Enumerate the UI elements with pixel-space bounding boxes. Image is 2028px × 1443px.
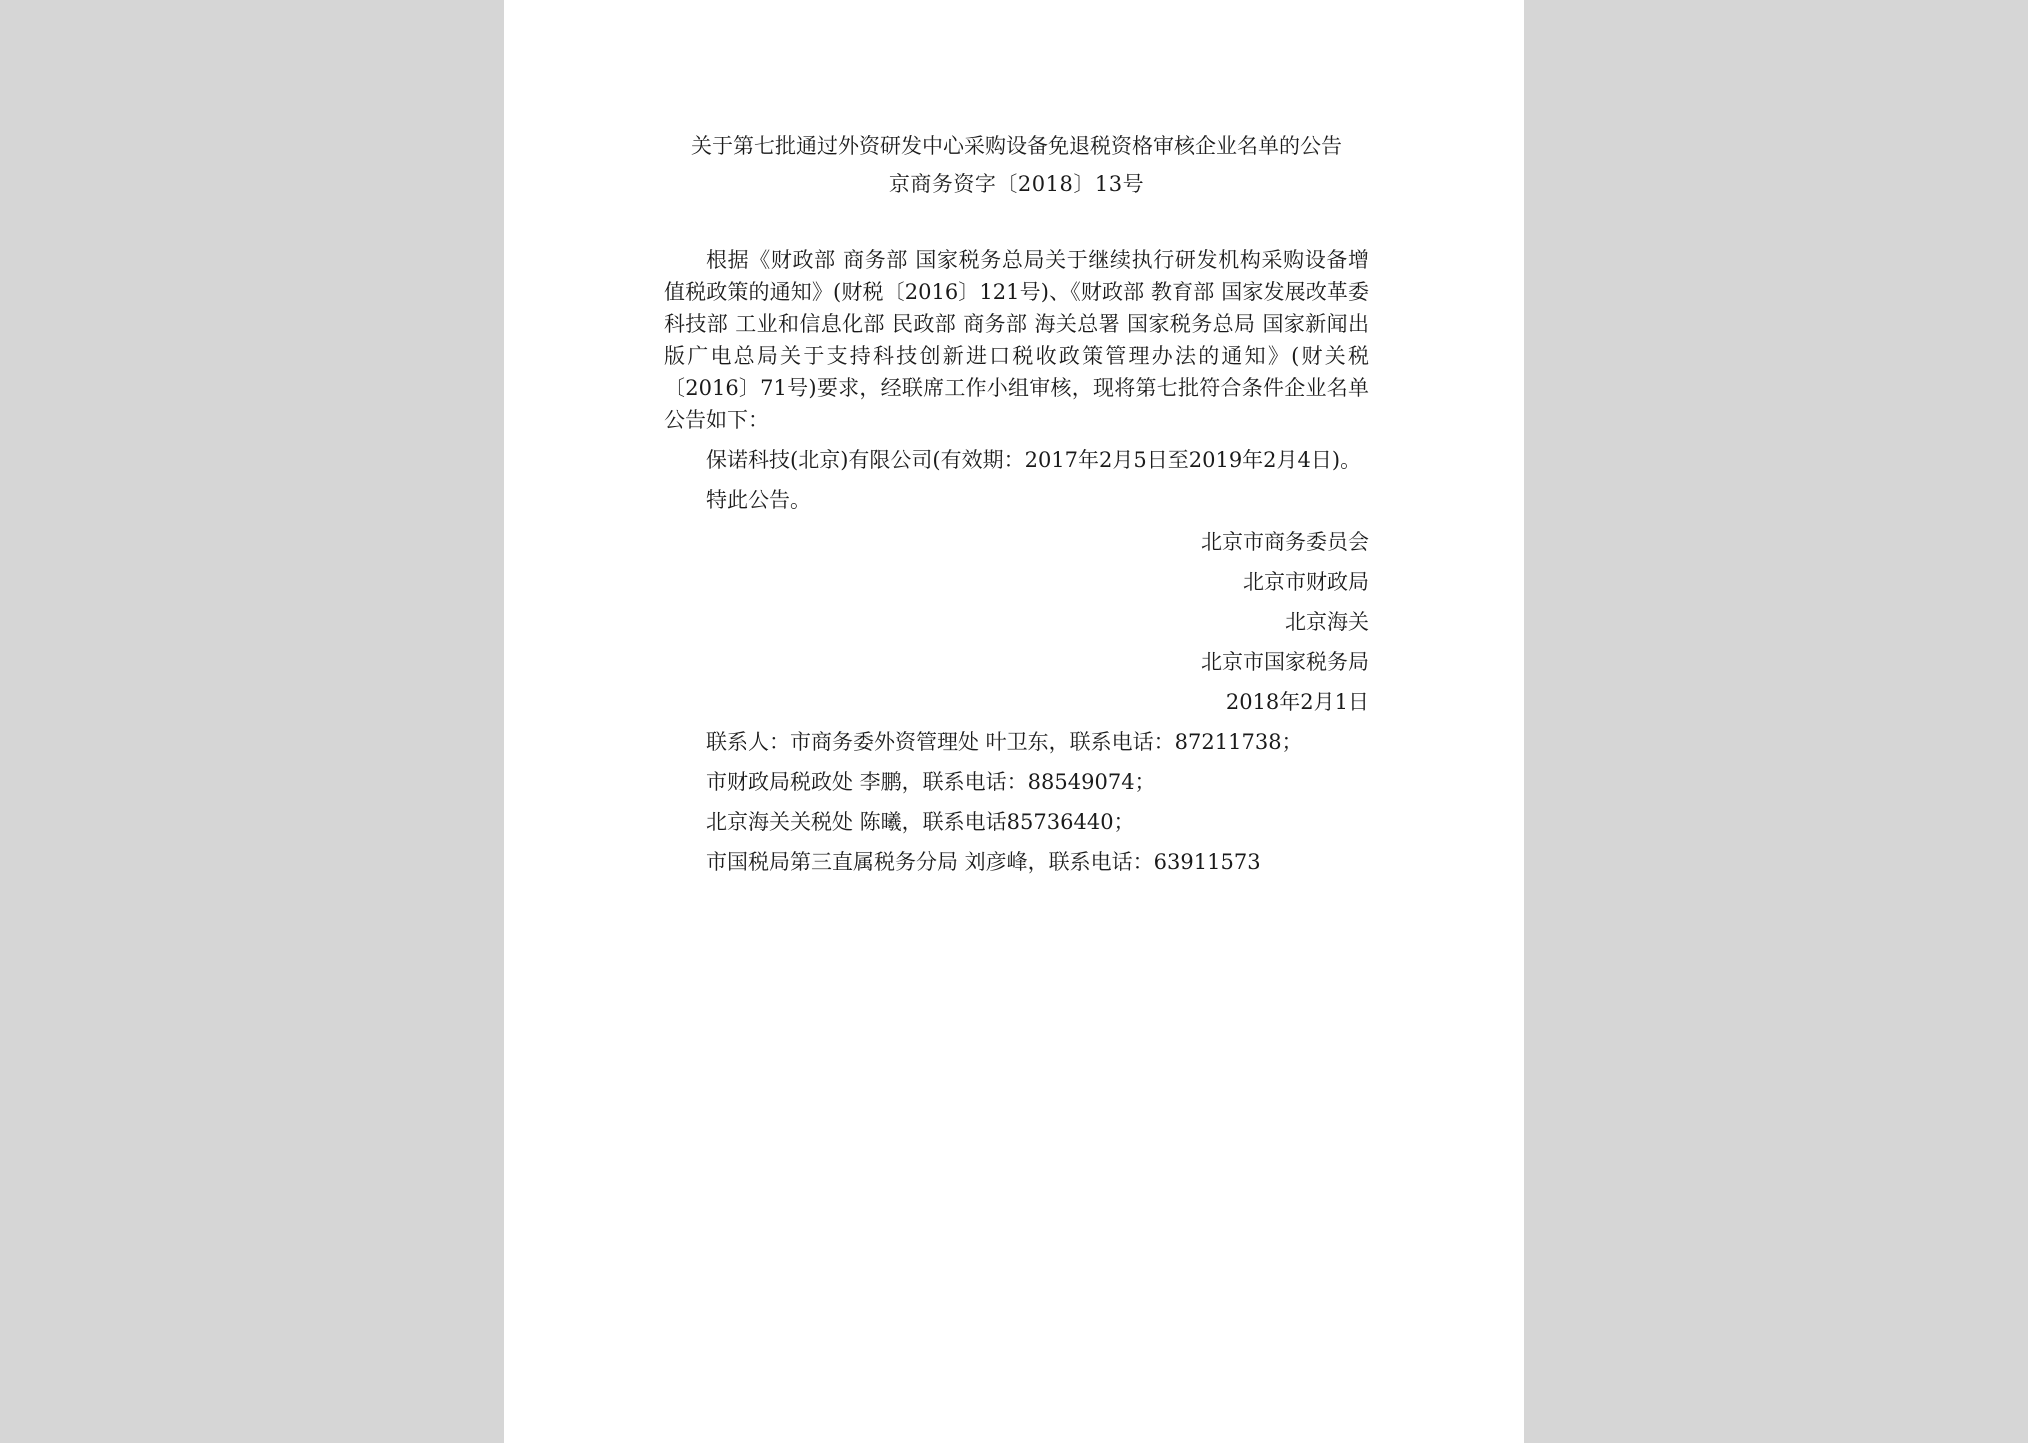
body-paragraph-basis: 根据《财政部 商务部 国家税务总局关于继续执行研发机构采购设备增值税政策的通知》(财税〔2016〕121号)、《财政部 教育部 国家发展改革委 科技部 工业和信息化部 民政部 商务部 海关总署 国家税务总局 国家新闻出版广电总局关于支持科技创新进口税收政策管理办法的通知》(财关税〔2016〕71号)要求，经联席工作小组审核，现将第七批符合条件企业名单公告如下：	[664, 248, 1369, 432]
signatory-commerce-commission: 北京市商务委员会	[1201, 530, 1369, 554]
contact-line: 联系人：市商务委外资管理处 叶卫东，联系电话：87211738；	[706, 730, 1303, 754]
contact-line: 北京海关关税处 陈曦，联系电话85736440；	[706, 810, 1135, 834]
document-number: 京商务资字〔2018〕13号	[888, 172, 1145, 196]
document-page	[504, 0, 1524, 1443]
contact-line: 市国税局第三直属税务分局 刘彦峰，联系电话：63911573	[706, 850, 1261, 874]
document-date: 2018年2月1日	[1225, 690, 1369, 714]
body-paragraph-company: 保诺科技(北京)有限公司(有效期：2017年2月5日至2019年2月4日)。	[706, 448, 1362, 472]
body-paragraph-closing: 特此公告。	[706, 488, 811, 512]
signatory-customs: 北京海关	[1285, 610, 1369, 634]
contact-line: 市财政局税政处 李鹏，联系电话：88549074；	[706, 770, 1156, 794]
document-content	[664, 130, 1369, 882]
signatory-finance-bureau: 北京市财政局	[1243, 570, 1369, 594]
signatory-tax-bureau: 北京市国家税务局	[1201, 650, 1369, 674]
document-title: 关于第七批通过外资研发中心采购设备免退税资格审核企业名单的公告	[691, 134, 1342, 158]
